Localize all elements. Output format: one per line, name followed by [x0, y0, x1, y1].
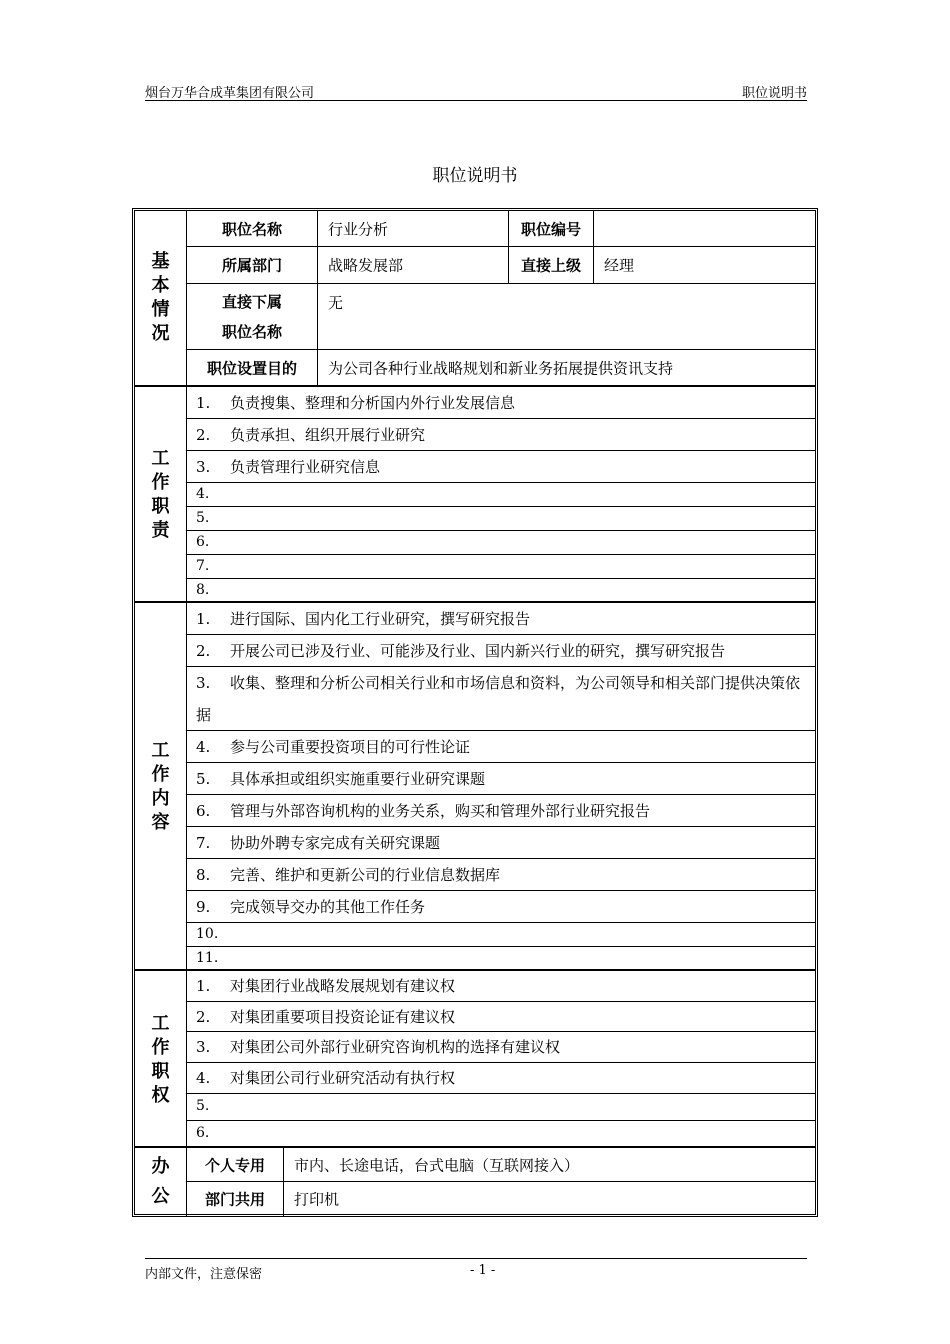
list-item: 7. 协助外聘专家完成有关研究课题: [187, 827, 815, 859]
department-label: 所属部门: [221, 256, 282, 275]
section-duties: [135, 385, 815, 603]
department-value: 战略发展部: [328, 256, 404, 275]
list-item: 4.: [187, 483, 815, 507]
list-item: 4. 参与公司重要投资项目的可行性论证: [187, 731, 815, 763]
section-label-authority: 工 作 职 权: [135, 971, 187, 1148]
list-item: 5.: [187, 1094, 815, 1121]
row-purpose: [187, 350, 815, 385]
list-item: 8. 完善、维护和更新公司的行业信息数据库: [187, 859, 815, 891]
purpose-value: 为公司各种行业战略规划和新业务拓展提供资讯支持: [328, 359, 674, 377]
section-label-basic: 基 本 情 况: [135, 211, 187, 385]
subordinate-value: 无: [328, 294, 344, 312]
position-name-value: 行业分析: [328, 220, 389, 238]
row-subordinate: [187, 284, 815, 350]
list-item: 3. 负责管理行业研究信息: [187, 451, 815, 483]
section-work-content: [135, 601, 815, 971]
superior-label: 直接上级: [520, 256, 581, 275]
list-item: 2. 开展公司已涉及行业、可能涉及行业、国内新兴行业的研究，撰写研究报告: [187, 635, 815, 667]
list-item: 1. 进行国际、国内化工行业研究，撰写研究报告: [187, 603, 815, 635]
row-shared-equipment: [187, 1182, 815, 1216]
shared-label: 部门共用: [204, 1190, 265, 1209]
section-basic-info: [135, 211, 815, 385]
list-item: 2. 对集团重要项目投资论证有建议权: [187, 1002, 815, 1032]
document-title: 职位说明书: [432, 166, 518, 186]
list-item: 1. 负责搜集、整理和分析国内外行业发展信息: [187, 387, 815, 419]
job-description-table: [132, 208, 818, 1217]
footer-note: 内部文件，注意保密: [145, 1267, 263, 1282]
list-item: 6.: [196, 1125, 210, 1141]
list-item: 4. 对集团公司行业研究活动有执行权: [187, 1063, 815, 1094]
section-label-office: 办 公: [135, 1148, 187, 1216]
shared-value: 打印机: [294, 1190, 340, 1209]
personal-label: 个人专用: [204, 1156, 265, 1174]
list-item: 5. 具体承担或组织实施重要行业研究课题: [187, 763, 815, 795]
subordinate-label-line2: 职位名称: [221, 322, 282, 341]
list-item: 8.: [196, 582, 210, 598]
list-item: 9. 完成领导交办的其他工作任务: [187, 891, 815, 923]
page-footer: [145, 1258, 807, 1282]
section-office: [135, 1146, 815, 1216]
list-item: 7.: [187, 555, 815, 579]
list-item: 2. 负责承担、组织开展行业研究: [187, 419, 815, 451]
section-authority: [135, 969, 815, 1148]
list-item: 5.: [187, 507, 815, 531]
list-item: 11.: [196, 950, 219, 966]
purpose-label: 职位设置目的: [206, 359, 297, 377]
list-item: 3. 对集团公司外部行业研究咨询机构的选择有建议权: [187, 1032, 815, 1063]
header-doc-type: 职位说明书: [741, 86, 807, 101]
header-company: 烟台万华合成革集团有限公司: [145, 86, 315, 101]
page-number: - 1 -: [470, 1263, 496, 1278]
superior-value: 经理: [604, 256, 635, 275]
row-department: [187, 247, 815, 284]
list-item: 1. 对集团行业战略发展规划有建议权: [187, 971, 815, 1002]
section-label-duties: 工 作 职 责: [135, 387, 187, 603]
list-item: 6. 管理与外部咨询机构的业务关系，购买和管理外部行业研究报告: [187, 795, 815, 827]
row-personal-equipment: [187, 1148, 815, 1182]
row-position-name: [187, 211, 815, 247]
personal-value: 市内、长途电话，台式电脑（互联网接入）: [294, 1156, 580, 1174]
position-name-label: 职位名称: [221, 220, 282, 238]
page-header: [145, 80, 807, 101]
section-label-content: 工 作 内 容: [135, 603, 187, 971]
subordinate-label-line1: 直接下属: [221, 292, 282, 311]
list-item: 3. 收集、整理和分析公司相关行业和市场信息和资料，为公司领导和相关部门提供决策依据: [187, 667, 815, 731]
position-code-label: 职位编号: [520, 220, 581, 238]
list-item: 6.: [187, 531, 815, 555]
list-item: 10.: [187, 923, 815, 947]
